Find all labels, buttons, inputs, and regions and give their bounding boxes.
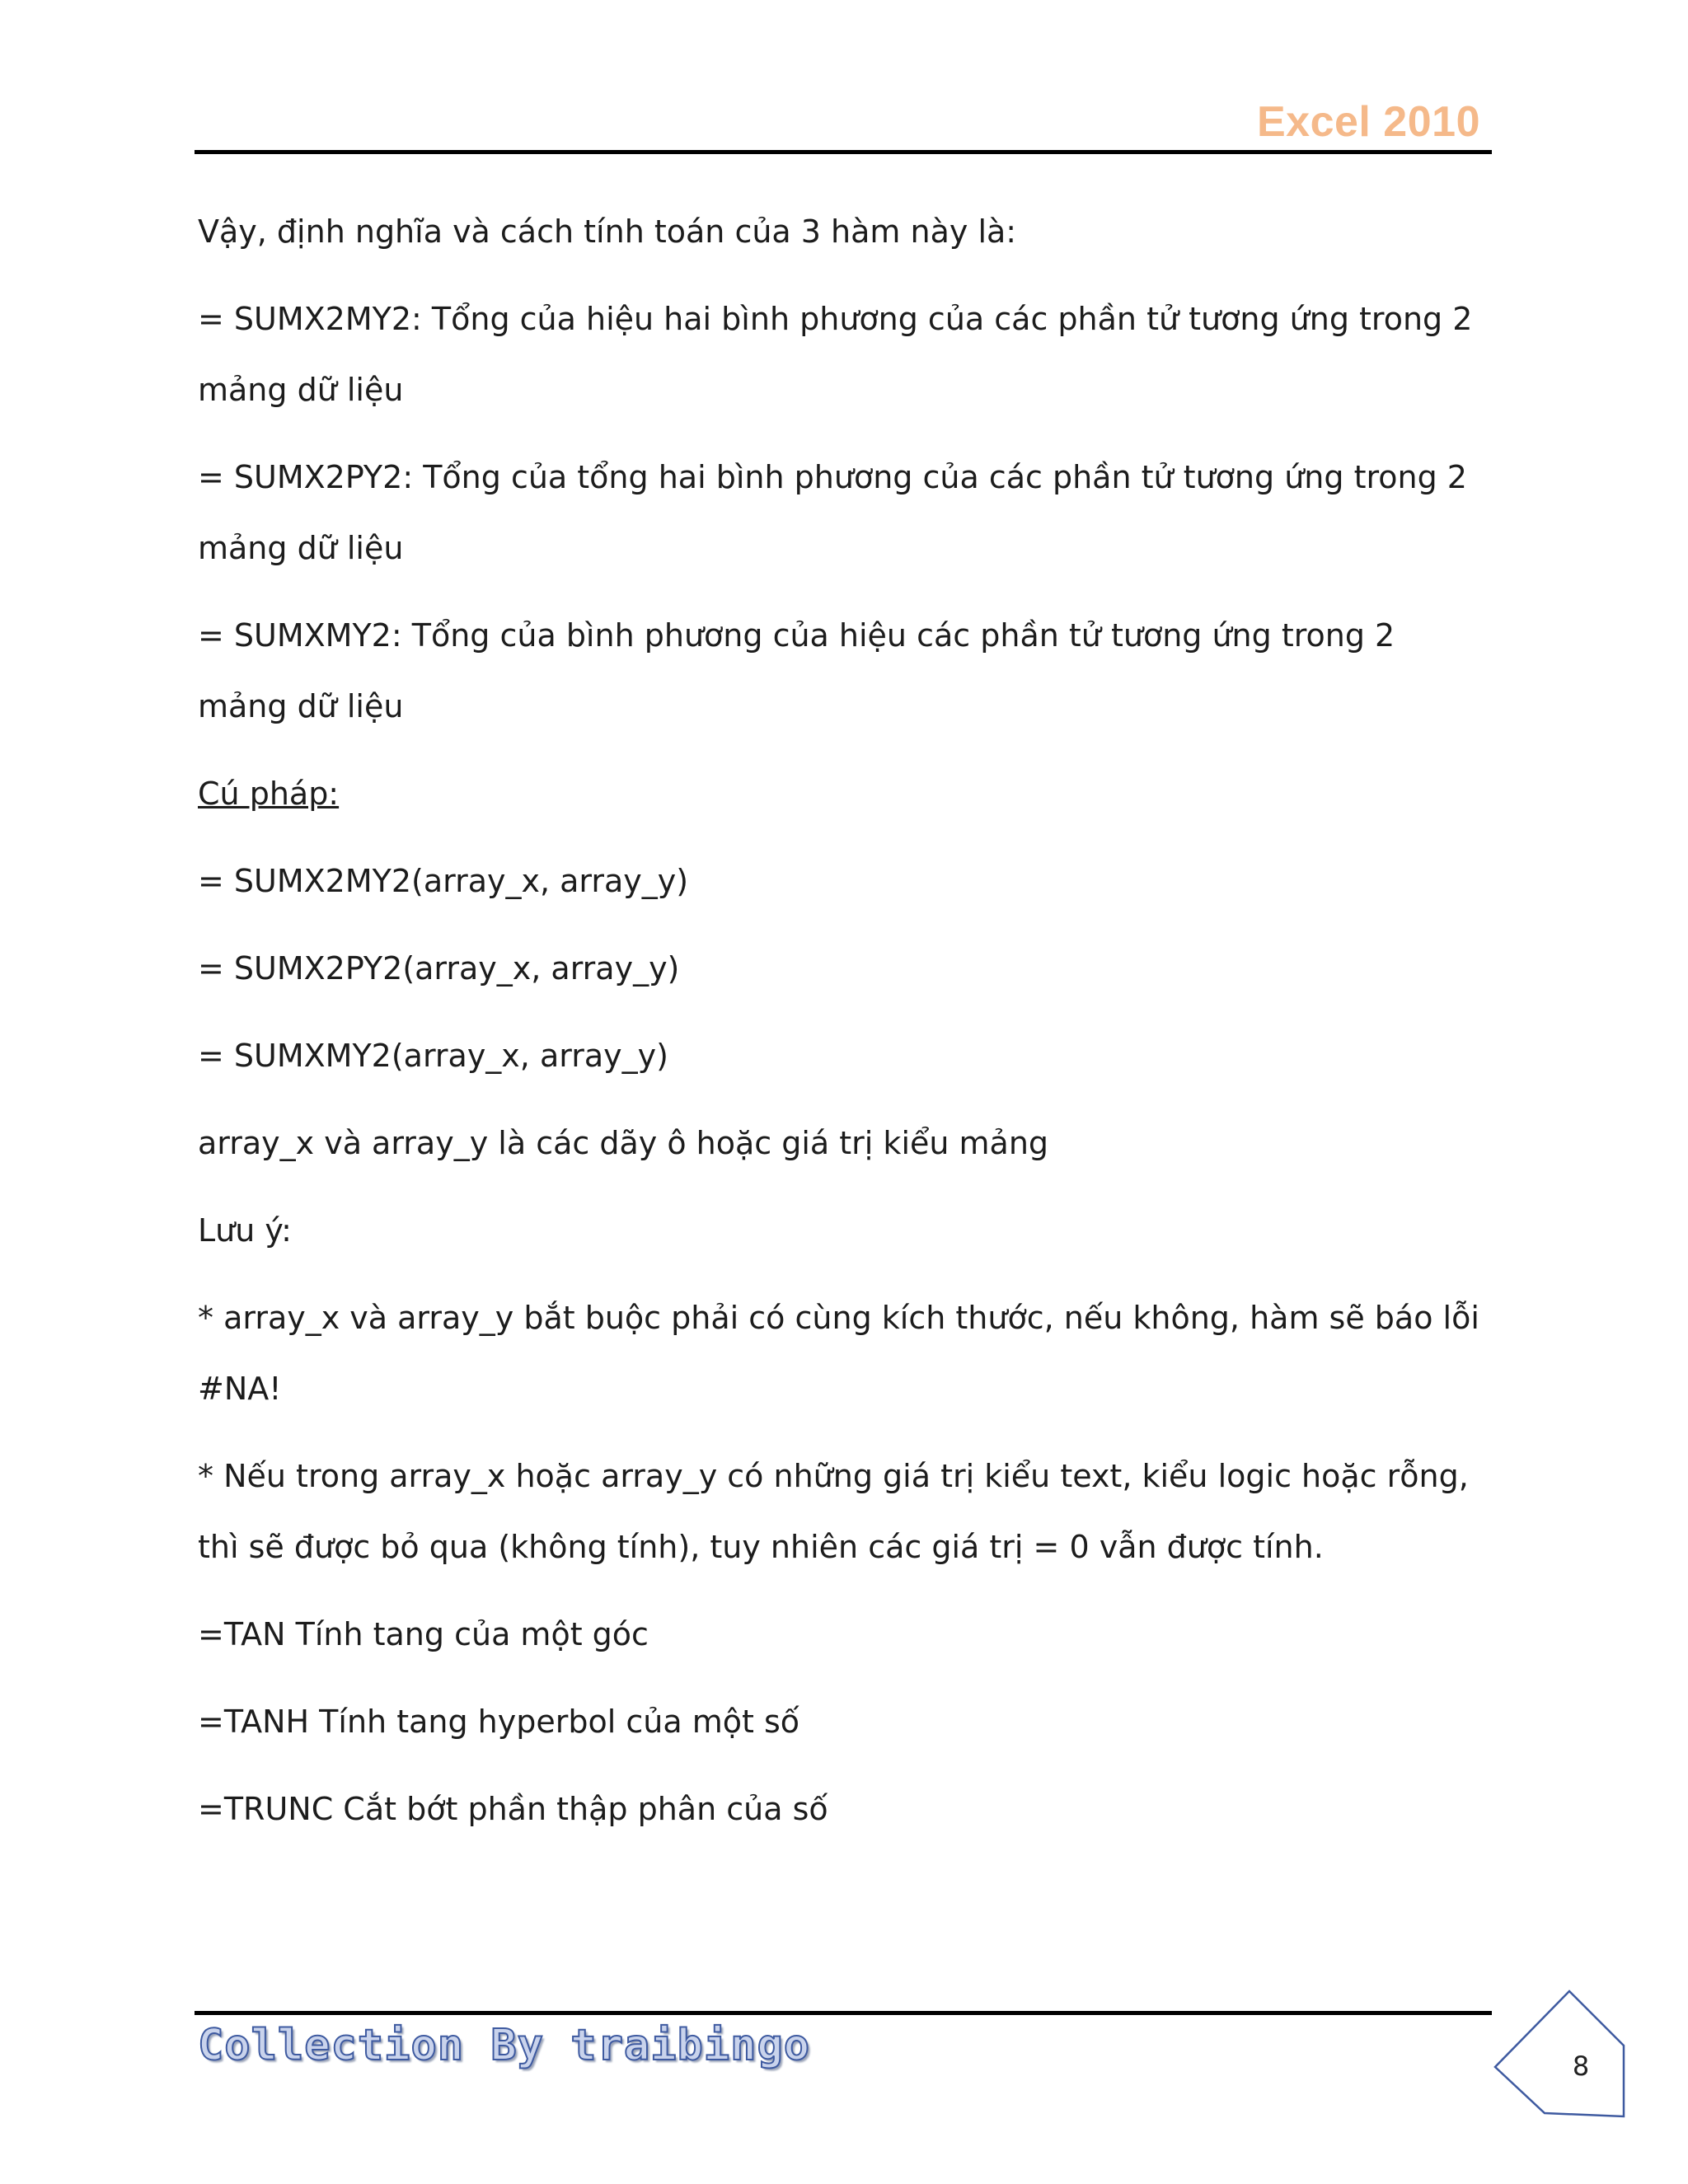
note-size-requirement-cont: #NA! bbox=[198, 1371, 282, 1407]
definition-sumx2py2: = SUMX2PY2: Tổng của tổng hai bình phương của các phần tử tương ứng trong 2 bbox=[198, 459, 1467, 495]
definition-sumx2py2-cont: mảng dữ liệu bbox=[198, 530, 404, 566]
definition-sumx2my2-cont: mảng dữ liệu bbox=[198, 372, 404, 408]
definition-sumxmy2-cont: mảng dữ liệu bbox=[198, 688, 404, 724]
syntax-sumx2py2: = SUMX2PY2(array_x, array_y) bbox=[198, 950, 680, 987]
syntax-heading: Cú pháp: bbox=[198, 776, 340, 812]
header-title: Excel 2010 bbox=[1256, 98, 1480, 146]
page-number: 8 bbox=[1572, 2050, 1590, 2082]
note-heading: Lưu ý: bbox=[198, 1212, 292, 1249]
syntax-sumx2my2: = SUMX2MY2(array_x, array_y) bbox=[198, 863, 689, 899]
footer-collection-credit: Collection By traibingo bbox=[198, 2021, 811, 2070]
definition-sumx2my2: = SUMX2MY2: Tổng của hiệu hai bình phương của các phần tử tương ứng trong 2 bbox=[198, 301, 1473, 337]
header-divider bbox=[195, 150, 1492, 154]
function-trunc: =TRUNC Cắt bớt phần thập phân của số bbox=[198, 1791, 828, 1827]
definition-sumxmy2: = SUMXMY2: Tổng của bình phương của hiệu các phần tử tương ứng trong 2 bbox=[198, 617, 1395, 654]
arguments-note: array_x và array_y là các dãy ô hoặc giá trị kiểu mảng bbox=[198, 1125, 1049, 1161]
note-ignored-values-cont: thì sẽ được bỏ qua (không tính), tuy nhiên các giá trị = 0 vẫn được tính. bbox=[198, 1529, 1324, 1565]
function-tan: =TAN Tính tang của một góc bbox=[198, 1616, 649, 1652]
note-ignored-values: * Nếu trong array_x hoặc array_y có những giá trị kiểu text, kiểu logic hoặc rỗng, bbox=[198, 1458, 1469, 1494]
intro-text: Vậy, định nghĩa và cách tính toán của 3 hàm này là: bbox=[198, 213, 1017, 250]
function-tanh: =TANH Tính tang hyperbol của một số bbox=[198, 1704, 799, 1740]
note-size-requirement: * array_x và array_y bắt buộc phải có cùng kích thước, nếu không, hàm sẽ báo lỗi bbox=[198, 1300, 1479, 1336]
syntax-sumxmy2: = SUMXMY2(array_x, array_y) bbox=[198, 1038, 668, 1074]
page-badge-icon bbox=[1487, 1988, 1627, 2128]
footer-divider bbox=[195, 2011, 1492, 2015]
page-body bbox=[198, 196, 1484, 1844]
